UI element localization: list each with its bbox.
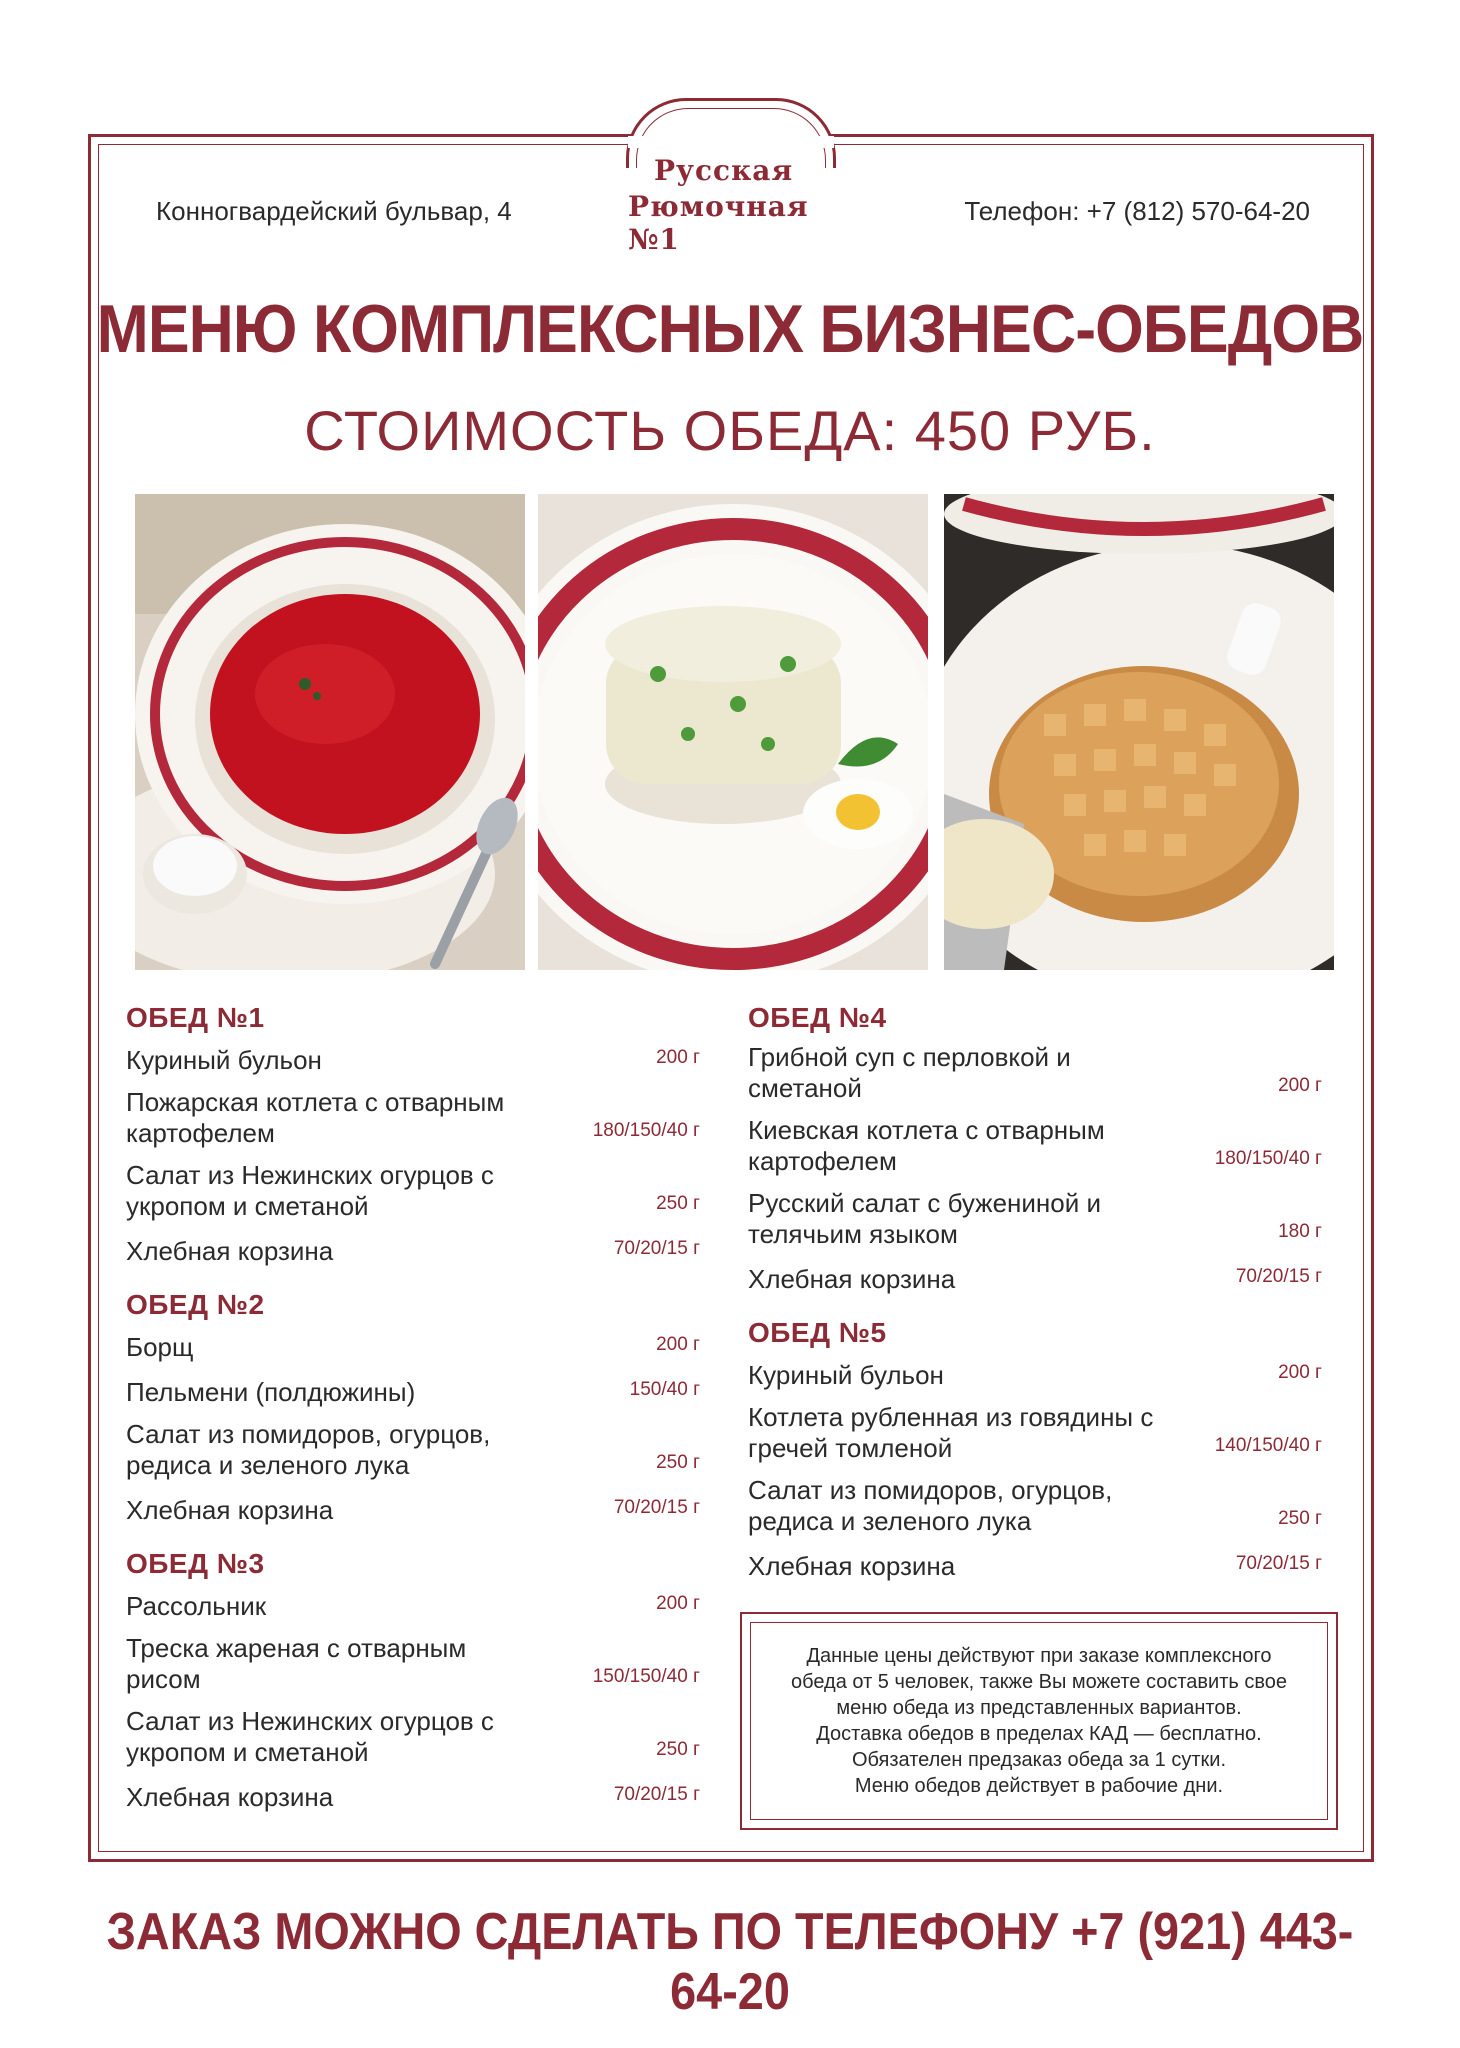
lunches-right-column <box>748 1002 1322 1604</box>
item-weight: 200 г <box>1278 1362 1322 1383</box>
menu-item <box>748 1188 1322 1250</box>
lunch-title: ОБЕД №5 <box>748 1317 887 1348</box>
item-name: Салат из помидоров, огурцов, редиса и зеленого лука <box>126 1419 491 1480</box>
item-name: Хлебная корзина <box>748 1551 956 1581</box>
item-name: Киевская котлета с отварным картофелем <box>748 1115 1105 1176</box>
restaurant-logo <box>624 150 838 256</box>
item-name: Русский салат с бужениной и телячьим языком <box>748 1188 1102 1249</box>
menu-item <box>126 1329 700 1363</box>
menu-item <box>126 1233 700 1267</box>
item-name: Котлета рубленная из говядины с гречей томленой <box>748 1402 1154 1463</box>
item-weight: 250 г <box>656 1193 700 1214</box>
order-phone-line: ЗАКАЗ МОЖНО СДЕЛАТЬ ПО ТЕЛЕФОНУ +7 (921) 443-64-20 <box>106 1903 1354 2021</box>
page-title: МЕНЮ КОМПЛЕКСНЫХ БИЗНЕС-ОБЕДОВ <box>96 291 1364 367</box>
item-weight: 70/20/15 г <box>613 1497 700 1518</box>
item-weight: 150/40 г <box>629 1379 700 1400</box>
menu-item <box>126 1779 700 1813</box>
item-weight: 180/150/40 г <box>592 1120 700 1141</box>
header-phone: Телефон: +7 (812) 570-64-20 <box>964 196 1310 226</box>
salad-photo <box>538 494 928 970</box>
notice-line: Меню обедов действует в рабочие дни. <box>854 1775 1224 1797</box>
menu-item <box>126 1160 700 1222</box>
item-weight: 200 г <box>656 1047 700 1068</box>
lunch-title: ОБЕД №2 <box>126 1289 265 1320</box>
item-weight: 180 г <box>1278 1221 1322 1242</box>
menu-item <box>748 1548 1322 1582</box>
lunch-price: СТОИМОСТЬ ОБЕДА: 450 РУБ. <box>304 399 1156 462</box>
item-name: Пожарская котлета с отварным картофелем <box>126 1087 505 1148</box>
item-name: Треска жареная с отварным рисом <box>126 1633 467 1694</box>
notice-line: обеда от 5 человек, также Вы можете составить свое <box>791 1671 1287 1693</box>
item-name: Борщ <box>126 1332 194 1362</box>
item-name: Рассольник <box>126 1591 267 1621</box>
logo-line-2: Рюмочная №1 <box>628 190 809 256</box>
lunch-5 <box>748 1317 1322 1582</box>
logo-line-1: Русская <box>654 154 794 187</box>
notice-line: Обязателен предзаказ обеда за 1 сутки. <box>851 1749 1226 1771</box>
menu-item <box>126 1492 700 1526</box>
menu-item <box>748 1042 1322 1104</box>
item-weight: 70/20/15 г <box>613 1238 700 1259</box>
item-name: Хлебная корзина <box>126 1236 334 1266</box>
item-weight: 70/20/15 г <box>1235 1553 1322 1574</box>
item-name: Хлебная корзина <box>748 1264 956 1294</box>
cutlet-photo <box>944 494 1334 970</box>
menu-item <box>748 1261 1322 1295</box>
lunch-1 <box>126 1002 700 1267</box>
item-weight: 250 г <box>656 1452 700 1473</box>
item-weight: 200 г <box>656 1593 700 1614</box>
notice-box <box>740 1612 1338 1830</box>
lunch-3 <box>126 1548 700 1813</box>
menu-item <box>748 1357 1322 1391</box>
item-name: Куриный бульон <box>126 1045 322 1075</box>
menu-item <box>126 1633 700 1695</box>
logo-tab-cover <box>628 136 834 148</box>
item-name: Хлебная корзина <box>126 1495 334 1525</box>
lunches-left-column <box>126 1002 700 1835</box>
lunch-title: ОБЕД №1 <box>126 1002 265 1033</box>
item-weight: 200 г <box>1278 1075 1322 1096</box>
item-weight: 150/150/40 г <box>592 1666 700 1687</box>
item-name: Салат из помидоров, огурцов, редиса и зеленого лука <box>748 1475 1113 1536</box>
menu-item <box>126 1419 700 1481</box>
item-name: Куриный бульон <box>748 1360 944 1390</box>
item-name: Пельмени (полдюжины) <box>126 1377 416 1407</box>
menu-item <box>126 1374 700 1408</box>
item-weight: 200 г <box>656 1334 700 1355</box>
notice-line: Данные цены действуют при заказе комплексного <box>806 1645 1272 1667</box>
menu-item <box>748 1402 1322 1464</box>
menu-item <box>126 1042 700 1076</box>
item-weight: 250 г <box>1278 1508 1322 1529</box>
notice-line: Доставка обедов в пределах КАД — бесплатно. <box>816 1723 1262 1745</box>
menu-item <box>748 1115 1322 1177</box>
item-name: Грибной суп с перловкой и сметаной <box>748 1042 1071 1103</box>
notice-text <box>750 1622 1328 1820</box>
item-weight: 140/150/40 г <box>1214 1435 1322 1456</box>
item-weight: 70/20/15 г <box>613 1784 700 1805</box>
menu-item <box>126 1087 700 1149</box>
item-name: Хлебная корзина <box>126 1782 334 1812</box>
lunch-2 <box>126 1289 700 1526</box>
item-weight: 180/150/40 г <box>1214 1148 1322 1169</box>
menu-item <box>748 1475 1322 1537</box>
lunch-title: ОБЕД №3 <box>126 1548 265 1579</box>
menu-item <box>126 1706 700 1768</box>
item-name: Салат из Нежинских огурцов с укропом и сметаной <box>126 1706 494 1767</box>
address: Конногвардейский бульвар, 4 <box>156 196 512 226</box>
menu-item <box>126 1588 700 1622</box>
item-weight: 70/20/15 г <box>1235 1266 1322 1287</box>
lunch-4 <box>748 1002 1322 1295</box>
lunch-title: ОБЕД №4 <box>748 1002 887 1033</box>
item-name: Салат из Нежинских огурцов с укропом и сметаной <box>126 1160 494 1221</box>
borscht-photo <box>135 494 525 970</box>
item-weight: 250 г <box>656 1739 700 1760</box>
notice-line: меню обеда из представленных вариантов. <box>836 1697 1242 1719</box>
